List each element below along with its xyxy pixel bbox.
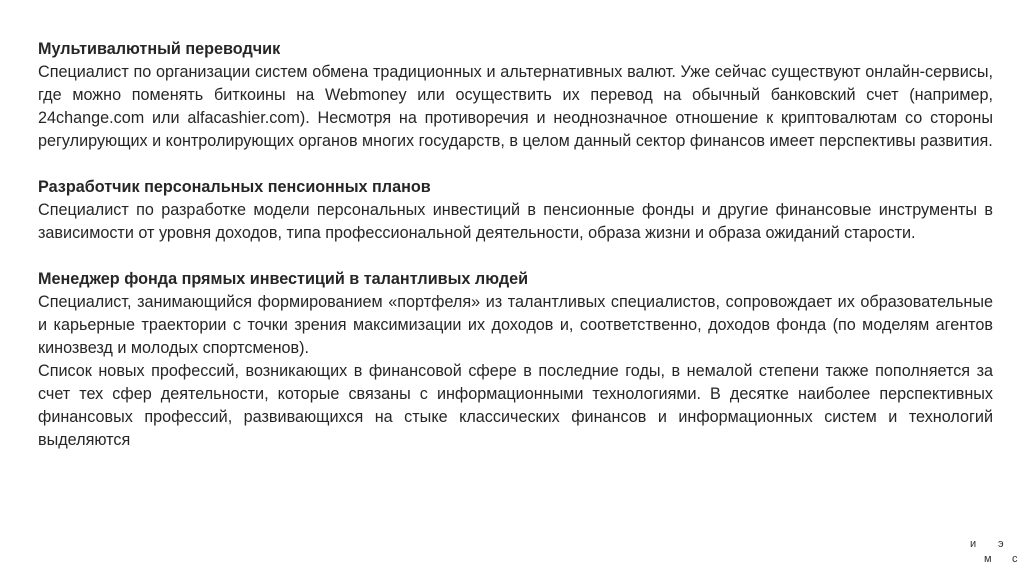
slide-content [38, 38, 993, 452]
section-title-fund-manager: Менеджер фонда прямых инвестиций в талантливых людей [38, 270, 529, 288]
logo-letter: м [984, 553, 992, 565]
spacer [38, 245, 993, 268]
logo-letter: с [1012, 553, 1018, 565]
logo-letter: и [970, 538, 977, 550]
imes-logo [962, 537, 1022, 571]
section-text-multicurrency: Специалист по организации систем обмена традиционных и альтернативных валют. Уже сейчас существуют онлайн-сервисы, где можно поменять биткоины на Webmoney или осуществить их перевод на обычный банковский счет (например, 24change.com или alfacashier.com). Несмотря на противоречия и неоднозначное отношение к криптовалютам со стороны регулирующих и контролирующих органов многих государств, в целом данный сектор финансов имеет перспективы развития. [38, 63, 993, 150]
logo-letter: э [998, 538, 1004, 550]
section-text-pension: Специалист по разработке модели персональных инвестиций в пенсионные фонды и другие финансовые инструменты в зависимости от уровня доходов, типа профессиональной деятельности, образа жизни и образа ожиданий старости. [38, 201, 993, 242]
spacer [38, 153, 993, 176]
section-title-pension: Разработчик персональных пенсионных планов [38, 178, 431, 196]
section-text-fund-manager: Специалист, занимающийся формированием «портфеля» из талантливых специалистов, сопровождает их образовательные и карьерные траектории с точки зрения максимизации их доходов и, соответственно, доходов фонда (по моделям агентов кинозвезд и молодых спортсменов). [38, 293, 993, 357]
section-title-multicurrency: Мультивалютный переводчик [38, 40, 281, 58]
section-text-summary: Список новых профессий, возникающих в финансовой сфере в последние годы, в немалой степени также пополняется за счет тех сфер деятельности, которые связаны с информационными технологиями. В десятке наиболее перспективных финансовых профессий, развивающихся на стыке классических финансов и информационных систем и технологий выделяются [38, 362, 993, 449]
